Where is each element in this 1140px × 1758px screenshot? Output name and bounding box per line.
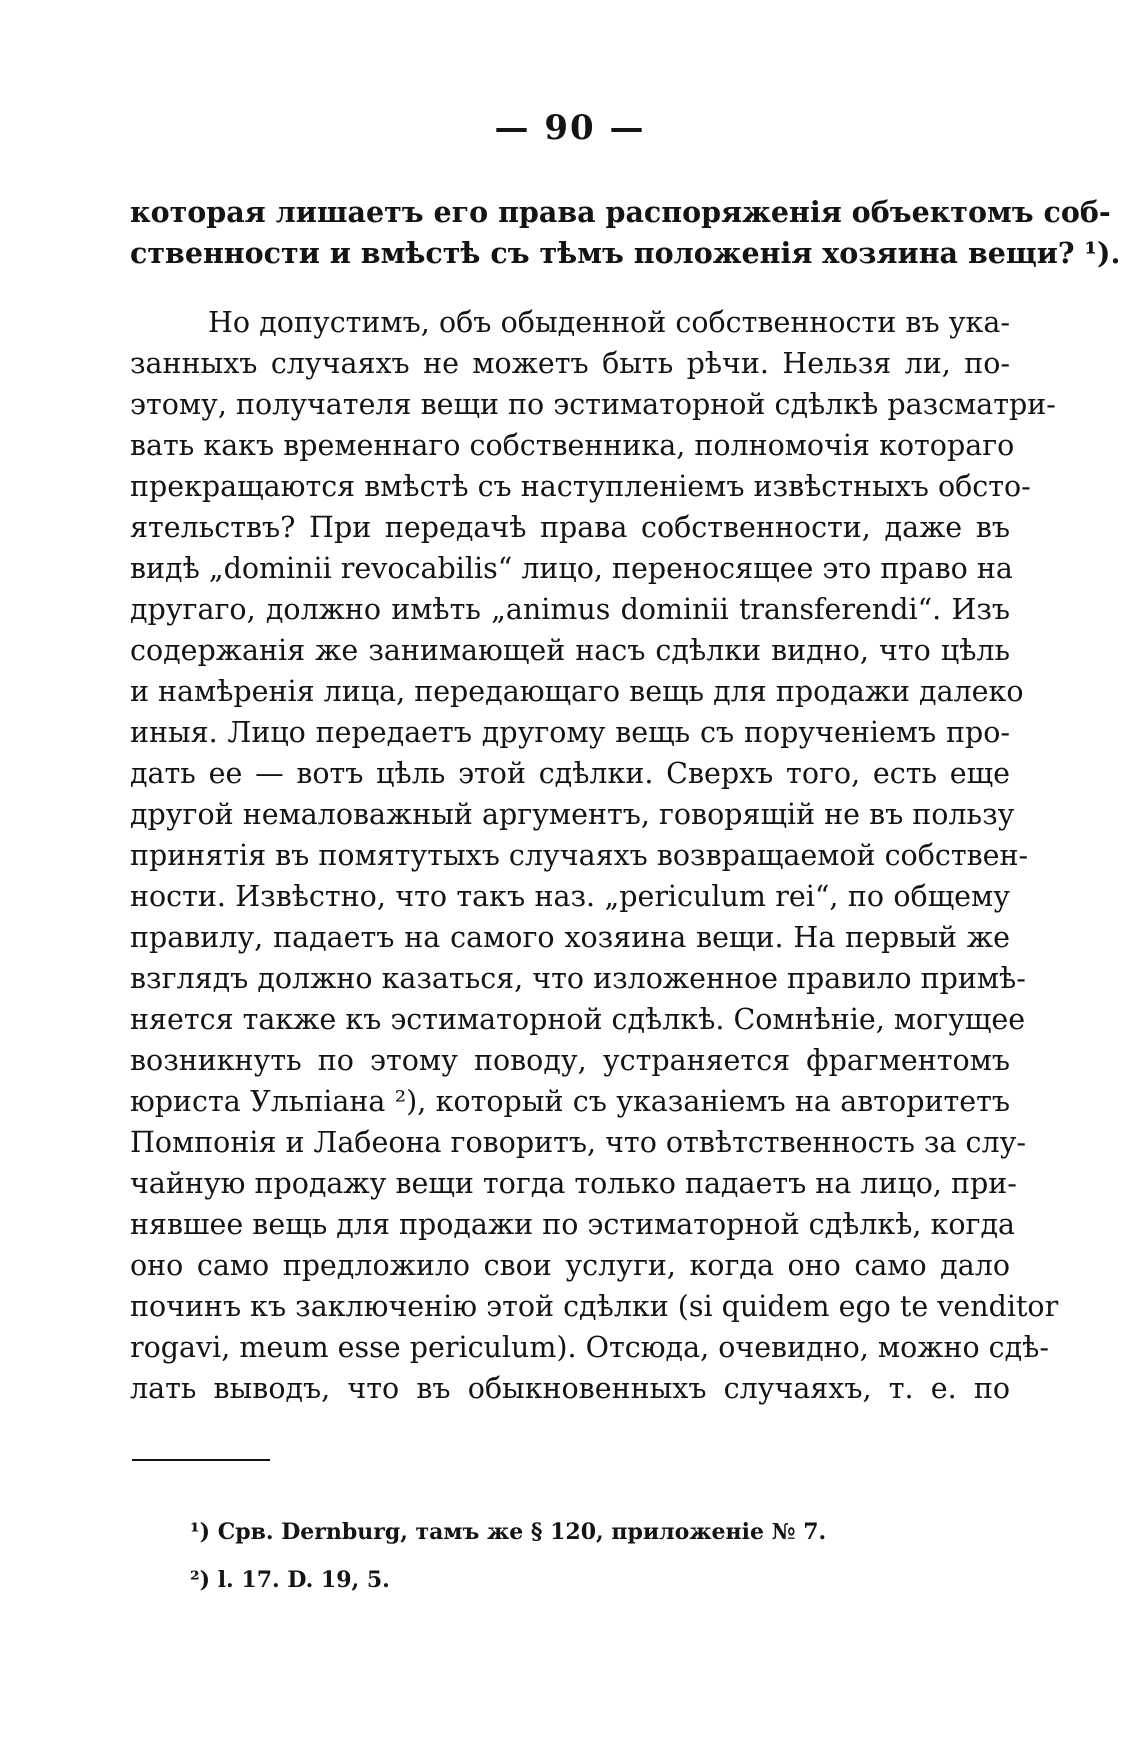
text-line: вать какъ временнаго собственника, полномочія котораго bbox=[130, 429, 1015, 462]
text-line: дать ее — вотъ цѣль этой сдѣлки. Сверхъ того, есть еще bbox=[130, 757, 1010, 790]
text-line: ятельствъ? При передачѣ права собственности, даже въ bbox=[130, 511, 1010, 544]
text-line: другаго, должно имѣть „animus dominii transferendi“. Изъ bbox=[130, 593, 1010, 626]
text-line: нявшее вещь для продажи по эстиматорной сдѣлкѣ, когда bbox=[130, 1208, 1015, 1241]
text-line: прекращаются вмѣстѣ съ наступленіемъ извѣстныхъ обсто- bbox=[130, 470, 1031, 503]
text-line: которая лишаетъ его права распоряженія объектомъ соб- bbox=[130, 195, 1111, 229]
text-line: возникнуть по этому поводу, устраняется фрагментомъ bbox=[130, 1044, 1010, 1077]
text-line: Помпонія и Лабеона говоритъ, что отвѣтственность за слу- bbox=[130, 1126, 1026, 1159]
carryover-text bbox=[130, 192, 1121, 274]
text-line: видѣ „dominii revocabilis“ лицо, переносящее это право на bbox=[130, 552, 1013, 585]
text-line: иныя. Лицо передаетъ другому вещь съ порученіемъ про- bbox=[130, 716, 1010, 749]
text-line: юриста Ульпіана ²), который съ указаніемъ на авторитетъ bbox=[130, 1085, 1010, 1118]
text-line: rogavi, meum esse periculum). Отсюда, очевидно, можно сдѣ- bbox=[130, 1331, 1049, 1364]
text-line: правилу, падаетъ на самого хозяина вещи. На первый же bbox=[130, 921, 1010, 954]
text-line: ственности и вмѣстѣ съ тѣмъ положенія хозяина вещи? ¹). bbox=[130, 236, 1121, 270]
text-line: и намѣренія лица, передающаго вещь для продажи далеко bbox=[130, 675, 1024, 708]
text-line: взглядъ должно казаться, что изложенное правило примѣ- bbox=[130, 962, 1026, 995]
text-line: Но допустимъ, объ обыденной собственности въ ука- bbox=[208, 306, 1010, 339]
text-line: ности. Извѣстно, что такъ наз. „periculum rei“, по общему bbox=[130, 880, 1010, 913]
page-number: — 90 — bbox=[494, 108, 646, 148]
text-line: няется также къ эстиматорной сдѣлкѣ. Сомнѣніе, могущее bbox=[130, 1003, 1026, 1036]
footnote-1: ¹) Срв. Dernburg, тамъ же § 120, приложеніе № 7. bbox=[190, 1519, 827, 1545]
text-line: чайную продажу вещи тогда только падаетъ на лицо, при- bbox=[130, 1167, 1017, 1200]
text-line: принятія въ помятутыхъ случаяхъ возвращаемой собствен- bbox=[130, 839, 1029, 872]
text-line: этому, получателя вещи по эстиматорной сдѣлкѣ разсматри- bbox=[130, 388, 1056, 421]
text-line: оно само предложило свои услуги, когда оно само дало bbox=[130, 1249, 1010, 1282]
footnotes bbox=[190, 1508, 826, 1604]
footnote-2: ²) l. 17. D. 19, 5. bbox=[190, 1567, 390, 1593]
footnote-divider bbox=[132, 1459, 270, 1461]
text-line: другой немаловажный аргументъ, говорящій не въ пользу bbox=[130, 798, 1015, 831]
text-line: занныхъ случаяхъ не можетъ быть рѣчи. Нельзя ли, по- bbox=[130, 347, 1010, 380]
text-line: содержанія же занимающей насъ сдѣлки видно, что цѣль bbox=[130, 634, 1010, 667]
text-line: лать выводъ, что въ обыкновенныхъ случаяхъ, т. е. по bbox=[130, 1372, 1010, 1405]
text-line: починъ къ заключенію этой сдѣлки (si quidem ego te venditor bbox=[130, 1290, 1059, 1323]
main-paragraph bbox=[130, 302, 1059, 1409]
